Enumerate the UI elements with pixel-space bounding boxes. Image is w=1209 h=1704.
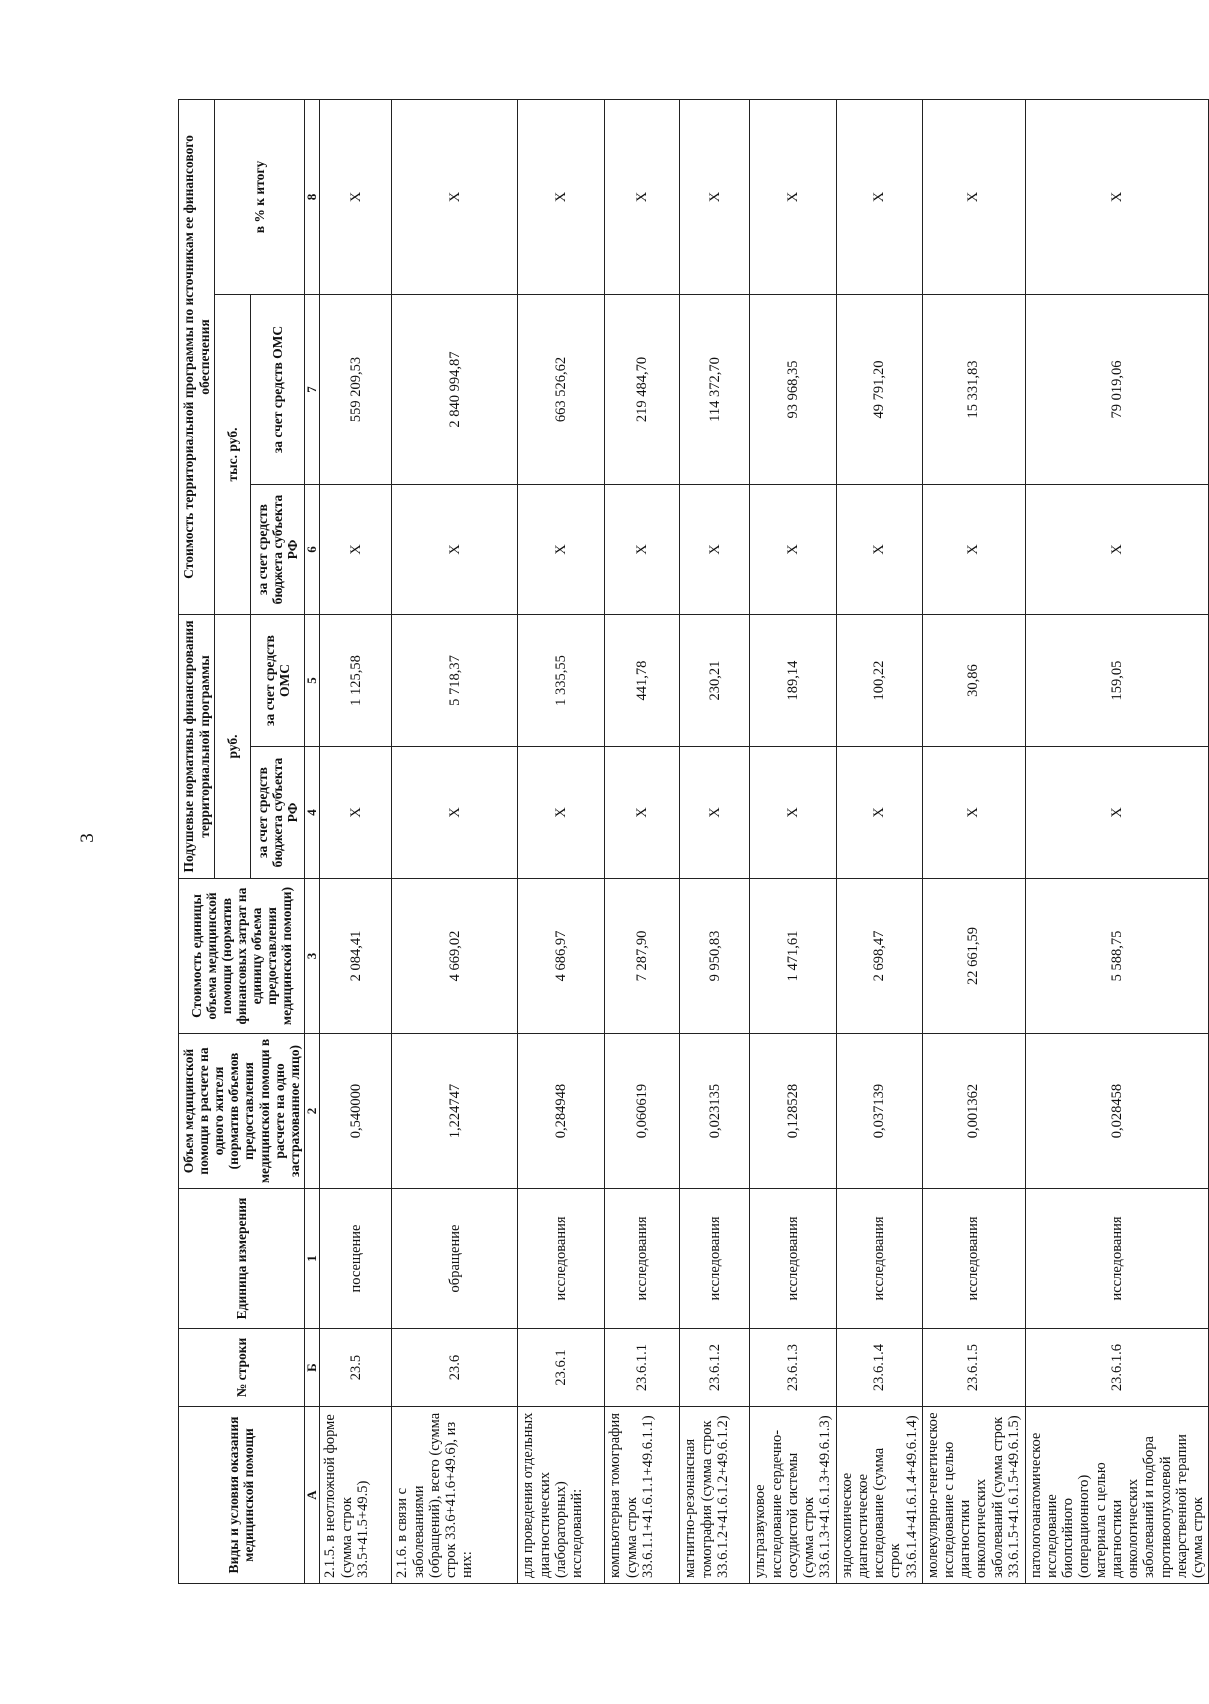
row-norm-budget: Х <box>392 747 518 879</box>
row-unit: исследования <box>518 1189 605 1329</box>
page-number: 3 <box>77 833 98 843</box>
row-cost-budget: Х <box>320 485 392 615</box>
row-volume: 0,028458 <box>1025 1034 1209 1189</box>
header-group-normatives: Подушевые нормативы финансирования территориальной программы <box>179 615 215 879</box>
header-cost-unit: тыс. руб. <box>215 295 251 615</box>
row-number: 23.5 <box>320 1329 392 1407</box>
table-row <box>392 99 518 1583</box>
header-group-cost: Стоимость территориальной программы по источникам ее финансового обеспечения <box>179 99 215 614</box>
row-unit-cost: 4 669,02 <box>392 879 518 1034</box>
header-col-7: за счет средств ОМС <box>250 295 304 485</box>
row-cost-oms: 663 526,62 <box>518 295 605 485</box>
row-description: патологоанатомическое исследование биопсийного (операционного) материала с целью диагностики онкологических заболеваний и подбора противоопухолевой лекарственной терапии (сумма строк <box>1025 1407 1209 1584</box>
row-number: 23.6.1.3 <box>750 1329 836 1407</box>
row-cost-budget: Х <box>392 485 518 615</box>
row-percent: Х <box>680 99 750 294</box>
row-unit: исследования <box>1025 1189 1209 1329</box>
row-unit: исследования <box>750 1189 836 1329</box>
row-norm-budget: Х <box>680 747 750 879</box>
table-row <box>836 99 922 1583</box>
row-description: магнитно-резонансная томография (сумма строк 33.6.1.2+41.6.1.2+49.6.1.2) <box>680 1407 750 1584</box>
row-norm-oms: 1 125,58 <box>320 615 392 747</box>
header-col-1: Единица измерения <box>179 1189 305 1329</box>
index-cell: 2 <box>304 1034 320 1189</box>
row-cost-oms: 2 840 994,87 <box>392 295 518 485</box>
row-percent: Х <box>1025 99 1209 294</box>
row-volume: 0,284948 <box>518 1034 605 1189</box>
row-norm-budget: Х <box>605 747 680 879</box>
row-unit-cost: 4 686,97 <box>518 879 605 1034</box>
row-volume: 0,001362 <box>922 1034 1025 1189</box>
row-norm-oms: 159,05 <box>1025 615 1209 747</box>
row-volume: 1,224747 <box>392 1034 518 1189</box>
row-cost-oms: 114 372,70 <box>680 295 750 485</box>
financing-table <box>178 99 1209 1584</box>
row-unit: исследования <box>836 1189 922 1329</box>
index-cell: 7 <box>304 295 320 485</box>
row-norm-oms: 441,78 <box>605 615 680 747</box>
row-percent: Х <box>320 99 392 294</box>
row-norm-budget: Х <box>1025 747 1209 879</box>
row-cost-oms: 219 484,70 <box>605 295 680 485</box>
row-number: 23.6.1.2 <box>680 1329 750 1407</box>
row-percent: Х <box>836 99 922 294</box>
row-unit-cost: 9 950,83 <box>680 879 750 1034</box>
index-cell: 8 <box>304 99 320 294</box>
row-unit: посещение <box>320 1189 392 1329</box>
header-col-4: за счет средств бюджета субъекта РФ <box>250 747 304 879</box>
index-cell: 6 <box>304 485 320 615</box>
row-cost-oms: 49 791,20 <box>836 295 922 485</box>
row-unit-cost: 1 471,61 <box>750 879 836 1034</box>
row-unit-cost: 2 698,47 <box>836 879 922 1034</box>
index-cell: 5 <box>304 615 320 747</box>
header-col-a: Виды и условия оказания медицинской помощи <box>179 1407 305 1584</box>
row-norm-oms: 100,22 <box>836 615 922 747</box>
row-unit-cost: 2 084,41 <box>320 879 392 1034</box>
row-description: молекулярно-генетическое исследование с целью диагностики онкологических заболеваний (сумма строк 33.6.1.5+41.6.1.5+49.6.1.5) <box>922 1407 1025 1584</box>
row-number: 23.6.1.1 <box>605 1329 680 1407</box>
row-cost-budget: Х <box>680 485 750 615</box>
row-volume: 0,037139 <box>836 1034 922 1189</box>
row-description: эндоскопическое диагностическое исследование (сумма строк 33.6.1.4+41.6.1.4+49.6.1.4) <box>836 1407 922 1584</box>
row-percent: Х <box>922 99 1025 294</box>
row-unit: обращение <box>392 1189 518 1329</box>
table-row <box>922 99 1025 1583</box>
row-cost-oms: 79 019,06 <box>1025 295 1209 485</box>
index-cell: 1 <box>304 1189 320 1329</box>
row-volume: 0,128528 <box>750 1034 836 1189</box>
row-number: 23.6.1.6 <box>1025 1329 1209 1407</box>
row-number: 23.6.1 <box>518 1329 605 1407</box>
row-norm-oms: 30,86 <box>922 615 1025 747</box>
row-norm-oms: 230,21 <box>680 615 750 747</box>
row-number: 23.6.1.4 <box>836 1329 922 1407</box>
row-cost-oms: 559 209,53 <box>320 295 392 485</box>
row-unit: исследования <box>680 1189 750 1329</box>
row-description: 2.1.5. в неотложной форме (сумма строк 33.5+41.5+49.5) <box>320 1407 392 1584</box>
row-number: 23.6 <box>392 1329 518 1407</box>
header-col-2: Объем медицинской помощи в расчете на одного жителя (норматив объемов предоставления медицинской помощи в расчете на одно застрахованное лицо) <box>179 1034 305 1189</box>
row-norm-oms: 189,14 <box>750 615 836 747</box>
table-row <box>320 99 392 1583</box>
table-row <box>1025 99 1209 1583</box>
row-volume: 0,060619 <box>605 1034 680 1189</box>
row-volume: 0,540000 <box>320 1034 392 1189</box>
row-unit-cost: 22 661,59 <box>922 879 1025 1034</box>
row-unit-cost: 5 588,75 <box>1025 879 1209 1034</box>
row-cost-budget: Х <box>922 485 1025 615</box>
header-col-3: Стоимость единицы объема медицинской помощи (норматив финансовых затрат на единицу объема предоставления медицинской помощи) <box>179 879 305 1034</box>
row-description: 2.1.6. в связи с заболеваниями (обращений), всего (сумма строк 33.6+41.6+49.6), из них: <box>392 1407 518 1584</box>
row-cost-budget: Х <box>518 485 605 615</box>
header-col-6: за счет средств бюджета субъекта РФ <box>250 485 304 615</box>
row-cost-budget: Х <box>605 485 680 615</box>
row-description: для проведения отдельных диагностических (лабораторных) исследований: <box>518 1407 605 1584</box>
index-cell: 4 <box>304 747 320 879</box>
header-col-b: № строки <box>179 1329 305 1407</box>
index-cell: Б <box>304 1329 320 1407</box>
row-unit: исследования <box>922 1189 1025 1329</box>
row-unit: исследования <box>605 1189 680 1329</box>
row-norm-oms: 5 718,37 <box>392 615 518 747</box>
row-norm-budget: Х <box>518 747 605 879</box>
row-norm-budget: Х <box>750 747 836 879</box>
row-percent: Х <box>605 99 680 294</box>
table-row <box>605 99 680 1583</box>
rotated-page-content <box>178 100 1207 1584</box>
index-cell: А <box>304 1407 320 1584</box>
row-norm-budget: Х <box>836 747 922 879</box>
table-row <box>518 99 605 1583</box>
table-row <box>680 99 750 1583</box>
row-cost-budget: Х <box>1025 485 1209 615</box>
row-cost-oms: 93 968,35 <box>750 295 836 485</box>
row-cost-budget: Х <box>750 485 836 615</box>
row-cost-oms: 15 331,83 <box>922 295 1025 485</box>
row-percent: Х <box>392 99 518 294</box>
row-description: ультразвуковое исследование сердечно-сосудистой системы (сумма строк 33.6.1.3+41.6.1.3+49.6.1.3) <box>750 1407 836 1584</box>
row-unit-cost: 7 287,90 <box>605 879 680 1034</box>
row-norm-budget: Х <box>320 747 392 879</box>
header-normatives-unit: руб. <box>215 615 251 879</box>
row-norm-oms: 1 335,55 <box>518 615 605 747</box>
row-cost-budget: Х <box>836 485 922 615</box>
row-number: 23.6.1.5 <box>922 1329 1025 1407</box>
row-description: компьютерная томография (сумма строк 33.6.1.1+41.6.1.1+49.6.1.1) <box>605 1407 680 1584</box>
header-col-8: в % к итогу <box>215 99 305 294</box>
row-percent: Х <box>750 99 836 294</box>
row-percent: Х <box>518 99 605 294</box>
row-norm-budget: Х <box>922 747 1025 879</box>
index-cell: 3 <box>304 879 320 1034</box>
table-row <box>750 99 836 1583</box>
row-volume: 0,023135 <box>680 1034 750 1189</box>
header-col-5: за счет средств ОМС <box>250 615 304 747</box>
